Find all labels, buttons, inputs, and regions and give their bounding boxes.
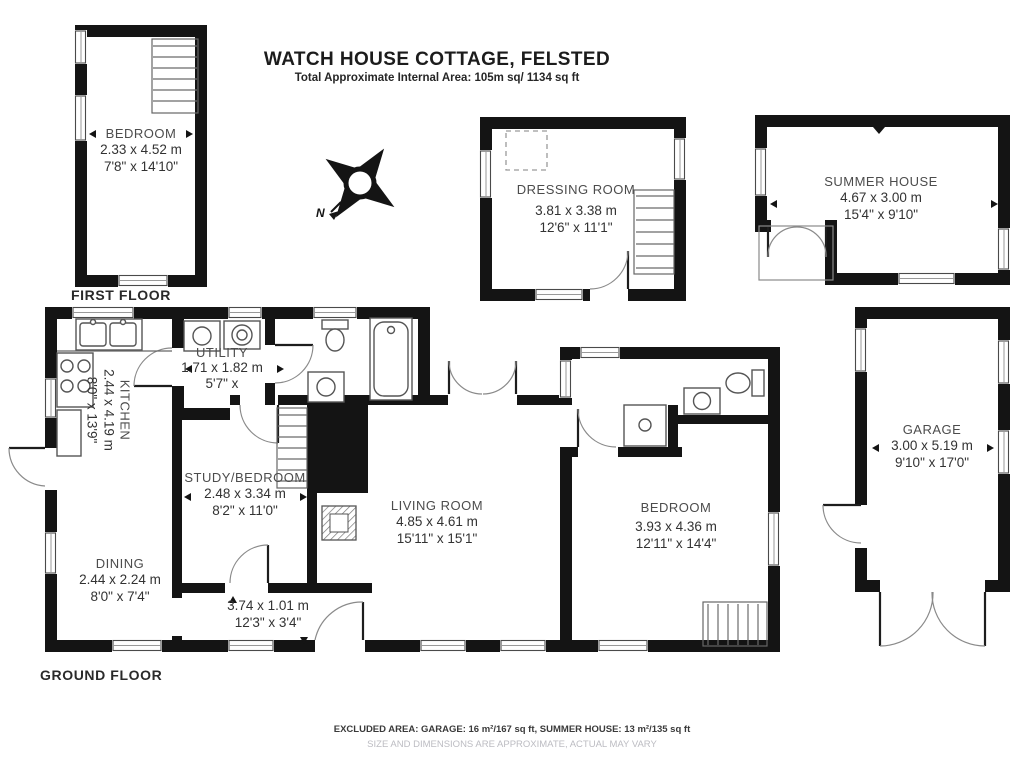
fireplace-hearth (322, 506, 356, 540)
footer-disclaimer: SIZE AND DIMENSIONS ARE APPROXIMATE, ACTUAL MAY VARY (367, 739, 657, 750)
room-name: KITCHEN (117, 379, 133, 441)
room-imperial: 15'11" x 15'1" (396, 530, 478, 546)
footer-excluded-area: EXCLUDED AREA: GARAGE: 16 m²/167 sq ft, SUMMER HOUSE: 13 m²/135 sq ft (333, 724, 691, 735)
garage-structure (823, 307, 1010, 646)
room-name: BEDROOM (105, 126, 177, 141)
room-metric: 2.33 x 4.52 m (100, 142, 182, 157)
chimney-mass (307, 405, 368, 493)
room-label-utility (181, 345, 263, 391)
room-name: LIVING ROOM (390, 498, 484, 513)
measure-tick (873, 127, 885, 134)
page-subtitle: Total Approximate Internal Area: 105m sq/ 1134 sq ft (294, 72, 580, 84)
room-metric: 1.71 x 1.82 m (181, 360, 263, 375)
room-metric: 3.93 x 4.36 m (635, 519, 717, 534)
measure-tick (277, 365, 284, 373)
wing-bathroom-fixtures (624, 370, 764, 446)
room-imperial: 9'10" x 17'0" (894, 454, 970, 470)
room-metric: 3.74 x 1.01 m (227, 598, 309, 613)
room-label-summer-house (824, 174, 938, 223)
garage-main-doors (880, 592, 985, 646)
room-imperial: 8'2" x 11'0" (212, 502, 278, 518)
compass-rose (302, 125, 419, 242)
ff-bedroom-stairs (152, 39, 198, 113)
room-imperial: 12'11" x 14'4" (635, 535, 717, 551)
room-label-dining (79, 556, 161, 605)
room-label-hallway (227, 598, 309, 631)
measure-tick (89, 130, 96, 138)
page-title: WATCH HOUSE COTTAGE, FELSTED (263, 49, 611, 70)
ground-floor-label: GROUND FLOOR (40, 667, 163, 683)
room-metric: 3.00 x 5.19 m (891, 438, 973, 453)
room-label-study-bedroom (184, 470, 305, 519)
first-floor-label: FIRST FLOOR (71, 287, 171, 303)
compass-north-label: N (316, 206, 325, 220)
measure-tick (872, 444, 879, 452)
measure-tick (770, 200, 777, 208)
room-metric: 2.48 x 3.34 m (204, 486, 286, 501)
room-metric: 2.44 x 4.19 m (101, 369, 117, 451)
measure-tick (186, 130, 193, 138)
room-imperial: 12'3" x 3'4" (234, 614, 302, 630)
room-name: DRESSING ROOM (516, 182, 636, 197)
room-imperial: 5'7" x (205, 375, 239, 391)
room-label-kitchen (84, 369, 133, 451)
room-label-garage (891, 422, 973, 471)
room-metric: 2.44 x 2.24 m (79, 572, 161, 587)
room-imperial: 8'0" x 7'4" (90, 588, 150, 604)
wing-stairs (703, 602, 767, 646)
room-name: DINING (95, 556, 145, 571)
room-metric: 4.67 x 3.00 m (840, 190, 922, 205)
dressing-door (590, 251, 628, 301)
room-label-ground-floor-bedroom (635, 500, 717, 552)
room-imperial: 15'4" x 9'10" (843, 206, 919, 222)
room-label-first-floor-bedroom (100, 126, 182, 175)
room-imperial: 7'8" x 14'10" (103, 158, 179, 174)
room-metric: 3.81 x 3.38 m (535, 203, 617, 218)
room-name: STUDY/BEDROOM (184, 470, 306, 485)
room-name: SUMMER HOUSE (824, 174, 938, 189)
room-label-living-room (391, 498, 483, 547)
measure-tick (991, 200, 998, 208)
bathroom-fixtures (308, 318, 412, 402)
room-metric: 4.85 x 4.61 m (396, 514, 478, 529)
measure-tick (987, 444, 994, 452)
room-imperial: 12'6" x 11'1" (539, 219, 613, 235)
room-name: BEDROOM (640, 500, 712, 515)
garage-side-door (823, 505, 868, 548)
room-name: GARAGE (902, 422, 962, 437)
room-imperial: 8'0" x 13'9" (85, 376, 100, 444)
summer-french-doors (759, 226, 833, 280)
dressing-stairs (634, 190, 674, 274)
room-name: UTILITY (196, 345, 248, 360)
dressing-dashed-hatch (506, 131, 547, 170)
room-label-dressing-room (517, 182, 635, 236)
